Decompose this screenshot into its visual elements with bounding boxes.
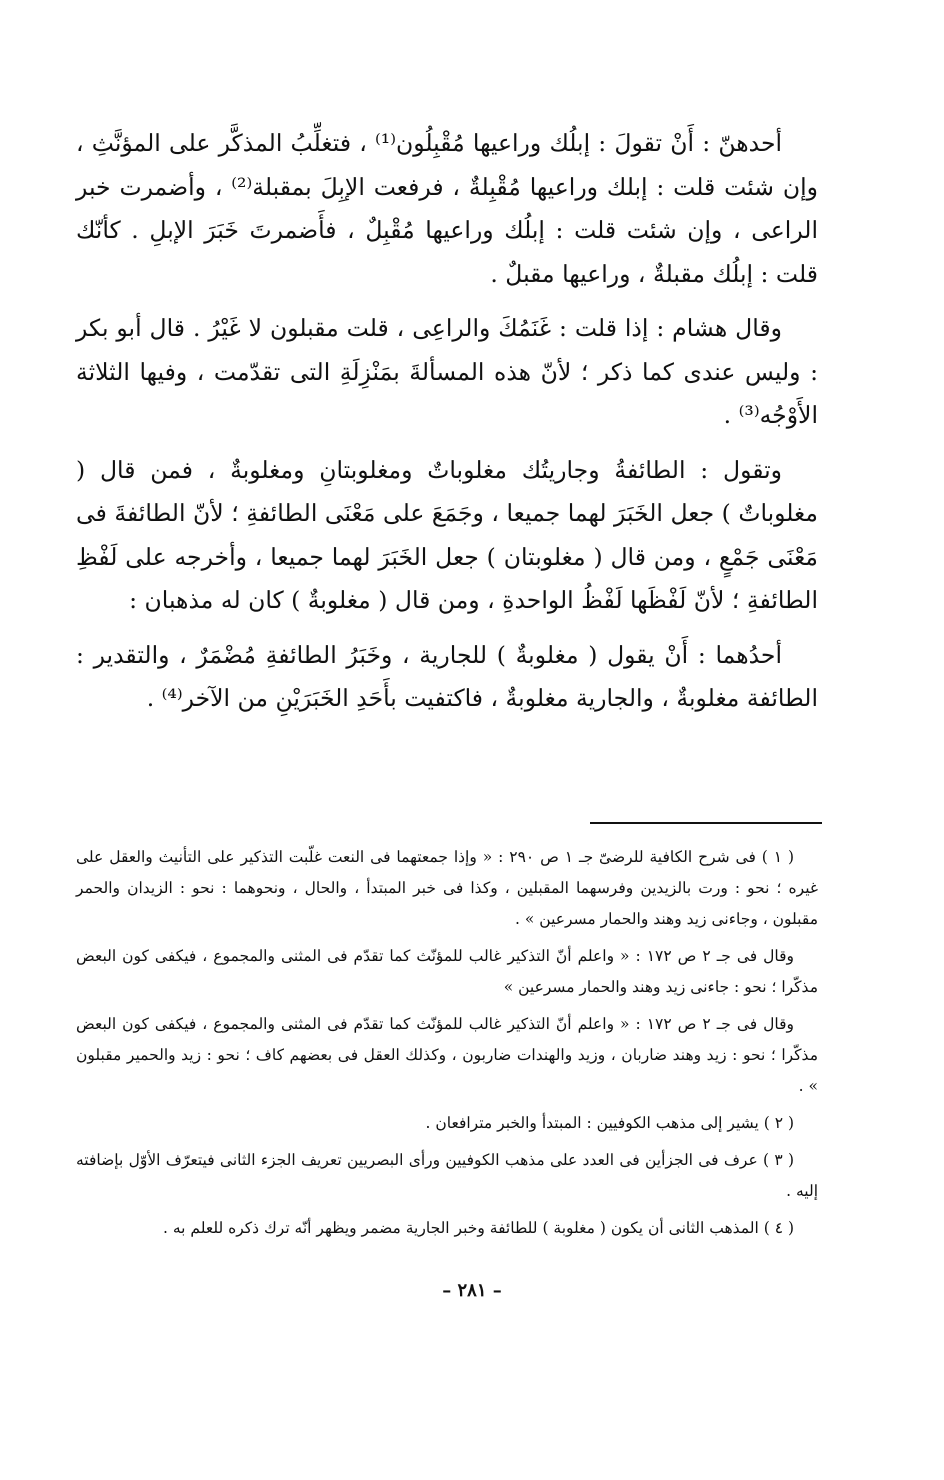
footnote: ( ٣ ) عرف فى الجزأين فى العدد على مذهب الكوفيين ورأى البصريين تعريف الجزء الثانى فيتعرّف الأوّل بإضافته إليه .: [76, 1151, 818, 1200]
footnotes: [76, 842, 818, 1250]
paragraph: وقال هشام : إذا قلت : غَنَمُكَ والراعِى ، قلت مقبلون لا غَيْرُ . قال أبو بكر : وليس عندى كما ذكر ؛ لأنّ هذه المسألةَ بمَنْزِلَةِ التى تقدّمت ، وفيها الثلاثة الأَوْجُه⁽³⁾ .: [76, 314, 818, 429]
footnote: ( ٤ ) المذهب الثانى أن يكون ( مغلوبة ) للطائفة وخبر الجارية مضمر ويظهر أنّه ترك ذكره للعلم به .: [163, 1219, 794, 1237]
paragraph: وتقول : الطائفةُ وجاريتُك مغلوباتٌ ومغلوبتانِ ومغلوبةٌ ، فمن قال ( مغلوباتٌ ) جعل الخَبَرَ لهما جميعا ، وجَمَعَ على مَعْنَى الطائفةِ ؛ لأنّ الطائفةَ فى مَعْنَى جَمْعٍ ، ومن قال ( مغلوبتان ) جعل الخَبَرَ لهما جميعا ، وأخرجه على لَفْظِ الطائفةِ ؛ لأنّ لَفْظَها لَفْظُ الواحدةِ ، ومن قال ( مغلوبةٌ ) كان له مذهبان :: [76, 455, 818, 614]
paragraph: أحدهنّ : أَنْ تقولَ : إبلُك وراعيها مُقْبِلُون⁽¹⁾ ، فتغلِّبُ المذكَّر على المؤنَّثِ ، وإن شئت قلت : إبلك وراعيها مُقْبِلةٌ ، فرفعت الإبِلَ بمقبلة⁽²⁾ ، وأضمرت خبر الراعى ، وإن شئت قلت : إبلُك وراعيها مُقْبِلٌ ، فأَضمرتَ خَبَرَ الإبلِ . كأنّك قلت : إبلُك مقبلةٌ ، وراعيها مقبلٌ .: [76, 129, 818, 288]
footnote: ( ٢ ) يشير إلى مذهب الكوفيين : المبتدأ والخبر مترافعان .: [425, 1114, 794, 1132]
page-number: – ٢٨١ –: [442, 1280, 502, 1301]
footnote-separator: [590, 822, 822, 824]
footnote: ( ١ ) فى شرح الكافية للرضىّ جـ ١ ص ٢٩٠ : « وإذا جمعتهما فى النعت غلّبت التذكير على التأنيث والعقل على غيره ؛ نحو : ورت بالزيدين وفرسهما المقبلين ، وكذا فى خبر المبتدأ ، والحال ، ونحوهما : نحو : الزيدان والحمر مقبلون ، وجاءنى زيد وهند والحمار مسرعين » .: [76, 848, 818, 928]
main-text: [76, 122, 818, 732]
paragraph: أحدُهما : أَنْ يقول ( مغلوبةٌ ) للجارية ، وخَبَرُ الطائفةِ مُضْمَرٌ ، والتقدير : الطائفة مغلوبةٌ ، والجارية مغلوبةٌ ، فاكتفيت بأَحَدِ الخَبَرَيْنِ من الآخر⁽⁴⁾ .: [76, 640, 818, 712]
footnote: وقال فى جـ ٢ ص ١٧٢ : « واعلم أنّ التذكير غالب للمؤنّث كما تقدّم فى المثنى والمجموع ، فيكفى كون البعض مذكّرا ؛ نحو : زيد وهند ضاربان ، وزيد والهندات ضاربون ، وكذلك العقل فى بعضهم كاف ؛ نحو : زيد والحمير مقبلون » .: [76, 1015, 818, 1095]
footnote: وقال فى جـ ٢ ص ١٧٢ : « واعلم أنّ التذكير غالب للمؤنّث كما تقدّم فى المثنى والمجموع ، فيكفى كون البعض مذكّرا ؛ نحو : جاءنى زيد وهند والحمار مسرعين »: [76, 947, 818, 996]
